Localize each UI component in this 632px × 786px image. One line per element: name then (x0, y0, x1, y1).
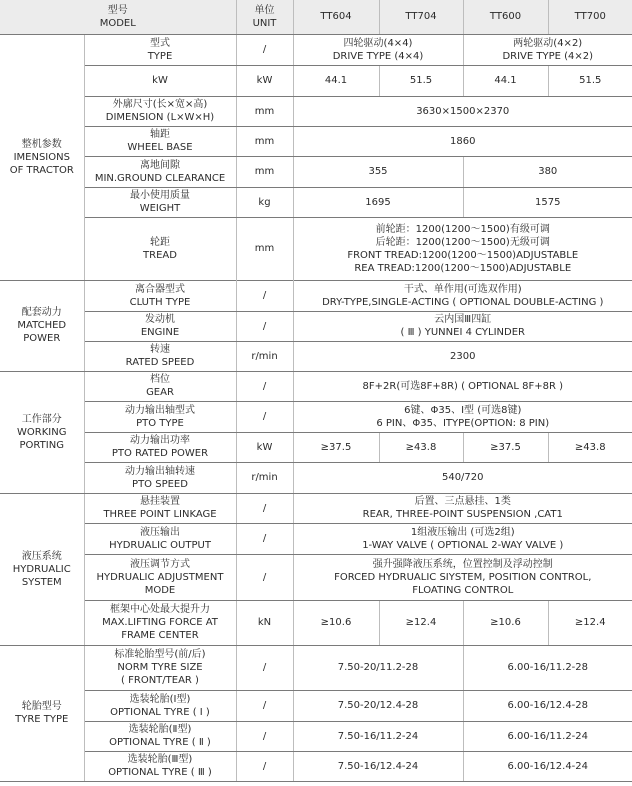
section-hydraulic: 液压系统 HYDRUALIC SYSTEM (0, 493, 84, 645)
row-label: 动力输出轴转速 PTO SPEED (84, 462, 236, 493)
value-cell: 7.50-16/12.4-24 (293, 751, 463, 781)
table-row (0, 341, 632, 371)
value-cell: 7.50-20/12.4-28 (293, 690, 463, 721)
table-row (0, 401, 632, 432)
value-cell: 44.1 (293, 65, 379, 96)
value-cell: 1575 (463, 187, 632, 217)
table-row (0, 432, 632, 462)
row-label: 选装轮胎(Ⅱ型) OPTIONAL TYRE ( Ⅱ ) (84, 721, 236, 751)
row-unit: r/min (236, 341, 293, 371)
row-unit: mm (236, 126, 293, 156)
row-unit: kg (236, 187, 293, 217)
row-unit: mm (236, 156, 293, 187)
table-row (0, 156, 632, 187)
row-label: 液压输出 HYDRUALIC OUTPUT (84, 523, 236, 554)
row-unit: / (236, 371, 293, 401)
value-cell: ≥12.4 (379, 600, 463, 645)
row-unit: / (236, 751, 293, 781)
table-row (0, 690, 632, 721)
table-row (0, 645, 632, 690)
section-power: 配套动力 MATCHED POWER (0, 280, 84, 371)
value-cell: 8F+2R(可选8F+8R) ( OPTIONAL 8F+8R ) (293, 371, 632, 401)
row-unit: / (236, 721, 293, 751)
value-cell: 1695 (293, 187, 463, 217)
table-row (0, 493, 632, 523)
table-row (0, 65, 632, 96)
row-label: 离合器型式 CLUTH TYPE (84, 280, 236, 311)
row-label: 悬挂装置 THREE POINT LINKAGE (84, 493, 236, 523)
value-cell: ≥12.4 (548, 600, 632, 645)
section-working: 工作部分 WORKING PORTING (0, 371, 84, 493)
unit-header: 单位 UNIT (236, 0, 293, 34)
header-row (0, 0, 632, 34)
table-row (0, 311, 632, 341)
value-cell: 1860 (293, 126, 632, 156)
table-row (0, 217, 632, 280)
value-cell: ≥37.5 (293, 432, 379, 462)
row-unit: kW (236, 432, 293, 462)
value-cell: 7.50-16/11.2-24 (293, 721, 463, 751)
value-cell: 51.5 (548, 65, 632, 96)
table-row (0, 554, 632, 600)
value-cell: ≥37.5 (463, 432, 548, 462)
row-unit: / (236, 493, 293, 523)
value-cell: 3630×1500×2370 (293, 96, 632, 126)
row-label: 型式 TYPE (84, 34, 236, 65)
value-cell: ≥43.8 (379, 432, 463, 462)
row-unit: kN (236, 600, 293, 645)
value-cell: 1组液压输出 (可选2组) 1-WAY VALVE ( OPTIONAL 2-WAY VALVE ) (293, 523, 632, 554)
table-row (0, 96, 632, 126)
model-tt600: TT600 (463, 0, 548, 34)
model-tt604: TT604 (293, 0, 379, 34)
value-cell: 380 (463, 156, 632, 187)
value-cell: ≥43.8 (548, 432, 632, 462)
row-label: 外廓尺寸(长×宽×高) DIMENSION (L×W×H) (84, 96, 236, 126)
section-dimensions: 整机参数 IMENSIONS OF TRACTOR (0, 34, 84, 280)
section-tyre: 轮胎型号 TYRE TYPE (0, 645, 84, 781)
value-cell: 后置、三点悬挂、1类 REAR, THREE-POINT SUSPENSION ,CAT1 (293, 493, 632, 523)
row-label: kW (84, 65, 236, 96)
row-label: 液压调节方式 HYDRUALIC ADJUSTMENT MODE (84, 554, 236, 600)
row-unit: / (236, 523, 293, 554)
row-unit: mm (236, 96, 293, 126)
table-row (0, 280, 632, 311)
table-row (0, 126, 632, 156)
value-cell: ≥10.6 (293, 600, 379, 645)
row-label: 框架中心处最大提升力 MAX.LIFTING FORCE AT FRAME CENTER (84, 600, 236, 645)
value-cell: 6.00-16/12.4-24 (463, 751, 632, 781)
row-label: 档位 GEAR (84, 371, 236, 401)
row-label: 轴距 WHEEL BASE (84, 126, 236, 156)
row-unit: / (236, 554, 293, 600)
row-label: 最小使用质量 WEIGHT (84, 187, 236, 217)
value-cell: 44.1 (463, 65, 548, 96)
row-label: 标准轮胎型号(前/后) NORM TYRE SIZE ( FRONT/TEAR ) (84, 645, 236, 690)
model-tt704: TT704 (379, 0, 463, 34)
row-label: 动力输出轴型式 PTO TYPE (84, 401, 236, 432)
table-row (0, 751, 632, 781)
row-label: 离地间隙 MIN.GROUND CLEARANCE (84, 156, 236, 187)
table-row (0, 523, 632, 554)
table-row (0, 721, 632, 751)
table-row (0, 34, 632, 65)
value-cell: ≥10.6 (463, 600, 548, 645)
value-cell: 7.50-20/11.2-28 (293, 645, 463, 690)
row-label: 发动机 ENGINE (84, 311, 236, 341)
row-unit: / (236, 690, 293, 721)
value-cell: 51.5 (379, 65, 463, 96)
table-row (0, 600, 632, 645)
row-unit: / (236, 401, 293, 432)
row-unit: r/min (236, 462, 293, 493)
row-label: 选装轮胎(Ⅰ型) OPTIONAL TYRE ( Ⅰ ) (84, 690, 236, 721)
value-cell: 6.00-16/11.2-28 (463, 645, 632, 690)
row-label: 转速 RATED SPEED (84, 341, 236, 371)
row-label: 动力输出功率 PTO RATED POWER (84, 432, 236, 462)
row-unit: kW (236, 65, 293, 96)
row-label: 选装轮胎(Ⅲ型) OPTIONAL TYRE ( Ⅲ ) (84, 751, 236, 781)
row-unit: / (236, 34, 293, 65)
value-cell: 6键、Φ35、Ⅰ型 (可选8键) 6 PIN、Φ35、ⅠTYPE(OPTION: 8 PIN) (293, 401, 632, 432)
row-unit: / (236, 311, 293, 341)
value-2wd: 两轮驱动(4×2) DRIVE TYPE (4×2) (463, 34, 632, 65)
row-label: 轮距 TREAD (84, 217, 236, 280)
value-cell: 前轮距：1200(1200～1500)有级可调 后轮距：1200(1200～1500)无级可调 FRONT TREAD:1200(1200～1500)ADJUSTABLE REA TREAD:1200(1200～1500)ADJUSTABLE (293, 217, 632, 280)
value-cell: 强升强降液压系统，位置控制及浮动控制 FORCED HYDRUALIC SIYSTEM, POSITION CONTROL, FLOATING CONTROL (293, 554, 632, 600)
table-row (0, 462, 632, 493)
row-unit: / (236, 645, 293, 690)
row-unit: / (236, 280, 293, 311)
value-cell: 355 (293, 156, 463, 187)
value-cell: 云内国Ⅲ四缸 ( Ⅲ ) YUNNEI 4 CYLINDER (293, 311, 632, 341)
value-cell: 6.00-16/12.4-28 (463, 690, 632, 721)
value-cell: 干式、单作用(可选双作用) DRY-TYPE,SINGLE-ACTING ( OPTIONAL DOUBLE-ACTING ) (293, 280, 632, 311)
model-header: 型号 MODEL (0, 0, 236, 34)
value-4wd: 四轮驱动(4×4) DRIVE TYPE (4×4) (293, 34, 463, 65)
table-row (0, 187, 632, 217)
model-tt700: TT700 (548, 0, 632, 34)
table-row (0, 371, 632, 401)
value-cell: 2300 (293, 341, 632, 371)
row-unit: mm (236, 217, 293, 280)
value-cell: 540/720 (293, 462, 632, 493)
value-cell: 6.00-16/11.2-24 (463, 721, 632, 751)
